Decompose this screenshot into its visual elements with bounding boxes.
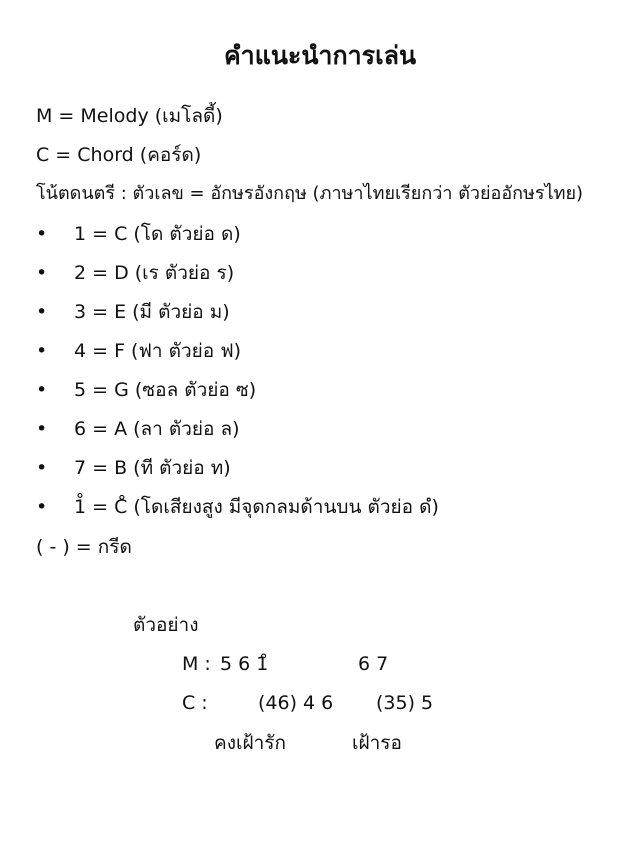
note-item: [36, 219, 241, 249]
page-title: คำแนะนำการเล่น: [223, 41, 417, 70]
note-item: [36, 492, 439, 522]
example-melody-part1: 5 6 1̊: [220, 653, 269, 675]
example-lyric-2: เฝ้ารอ: [352, 732, 402, 754]
note-text: 5 = G (ซอล ตัวย่อ ซ): [74, 379, 257, 401]
example-chord-part1: (46) 4 6: [258, 692, 334, 714]
note-text: 7 = B (ที ตัวย่อ ท): [74, 457, 231, 479]
note-item: [36, 258, 234, 288]
bullet-icon: •: [36, 301, 48, 323]
note-text: 2 = D (เร ตัวย่อ ร): [74, 262, 235, 284]
note-text: 3 = E (มี ตัวย่อ ม): [74, 301, 230, 323]
note-item: [36, 414, 240, 444]
note-item: [36, 453, 231, 483]
melody-legend: M = Melody (เมโลดี้): [36, 105, 223, 127]
note-text: 1 = C (โด ตัวย่อ ด): [74, 223, 241, 245]
bullet-icon: •: [36, 340, 48, 362]
notation-legend: โน้ตดนตรี : ตัวเลข = อักษรอังกฤษ (ภาษาไทยเรียกว่า ตัวย่ออักษรไทย): [36, 183, 584, 204]
note-item: [36, 297, 230, 327]
example-melody-part2: 6 7: [358, 653, 389, 675]
chord-legend: C = Chord (คอร์ด): [36, 144, 202, 166]
note-item: [36, 336, 241, 366]
bullet-icon: •: [36, 496, 48, 518]
note-item: [36, 375, 256, 405]
example-melody-label: M :: [182, 653, 211, 675]
bullet-icon: •: [36, 262, 48, 284]
example-lyric-1: คงเฝ้ารัก: [214, 732, 286, 754]
bullet-icon: •: [36, 457, 48, 479]
grid-legend: ( - ) = กรีด: [36, 536, 132, 558]
note-text: 6 = A (ลา ตัวย่อ ล): [74, 418, 240, 440]
example-chord-label: C :: [182, 692, 208, 714]
note-text: 1̊ = C̊ (โดเสียงสูง มีจุดกลมด้านบน ตัวย่อ ดํ): [74, 496, 439, 518]
bullet-icon: •: [36, 379, 48, 401]
example-heading: ตัวอย่าง: [133, 614, 199, 636]
note-text: 4 = F (ฟา ตัวย่อ ฟ): [74, 340, 242, 362]
example-chord-part2: (35) 5: [376, 692, 434, 714]
bullet-icon: •: [36, 223, 48, 245]
bullet-icon: •: [36, 418, 48, 440]
